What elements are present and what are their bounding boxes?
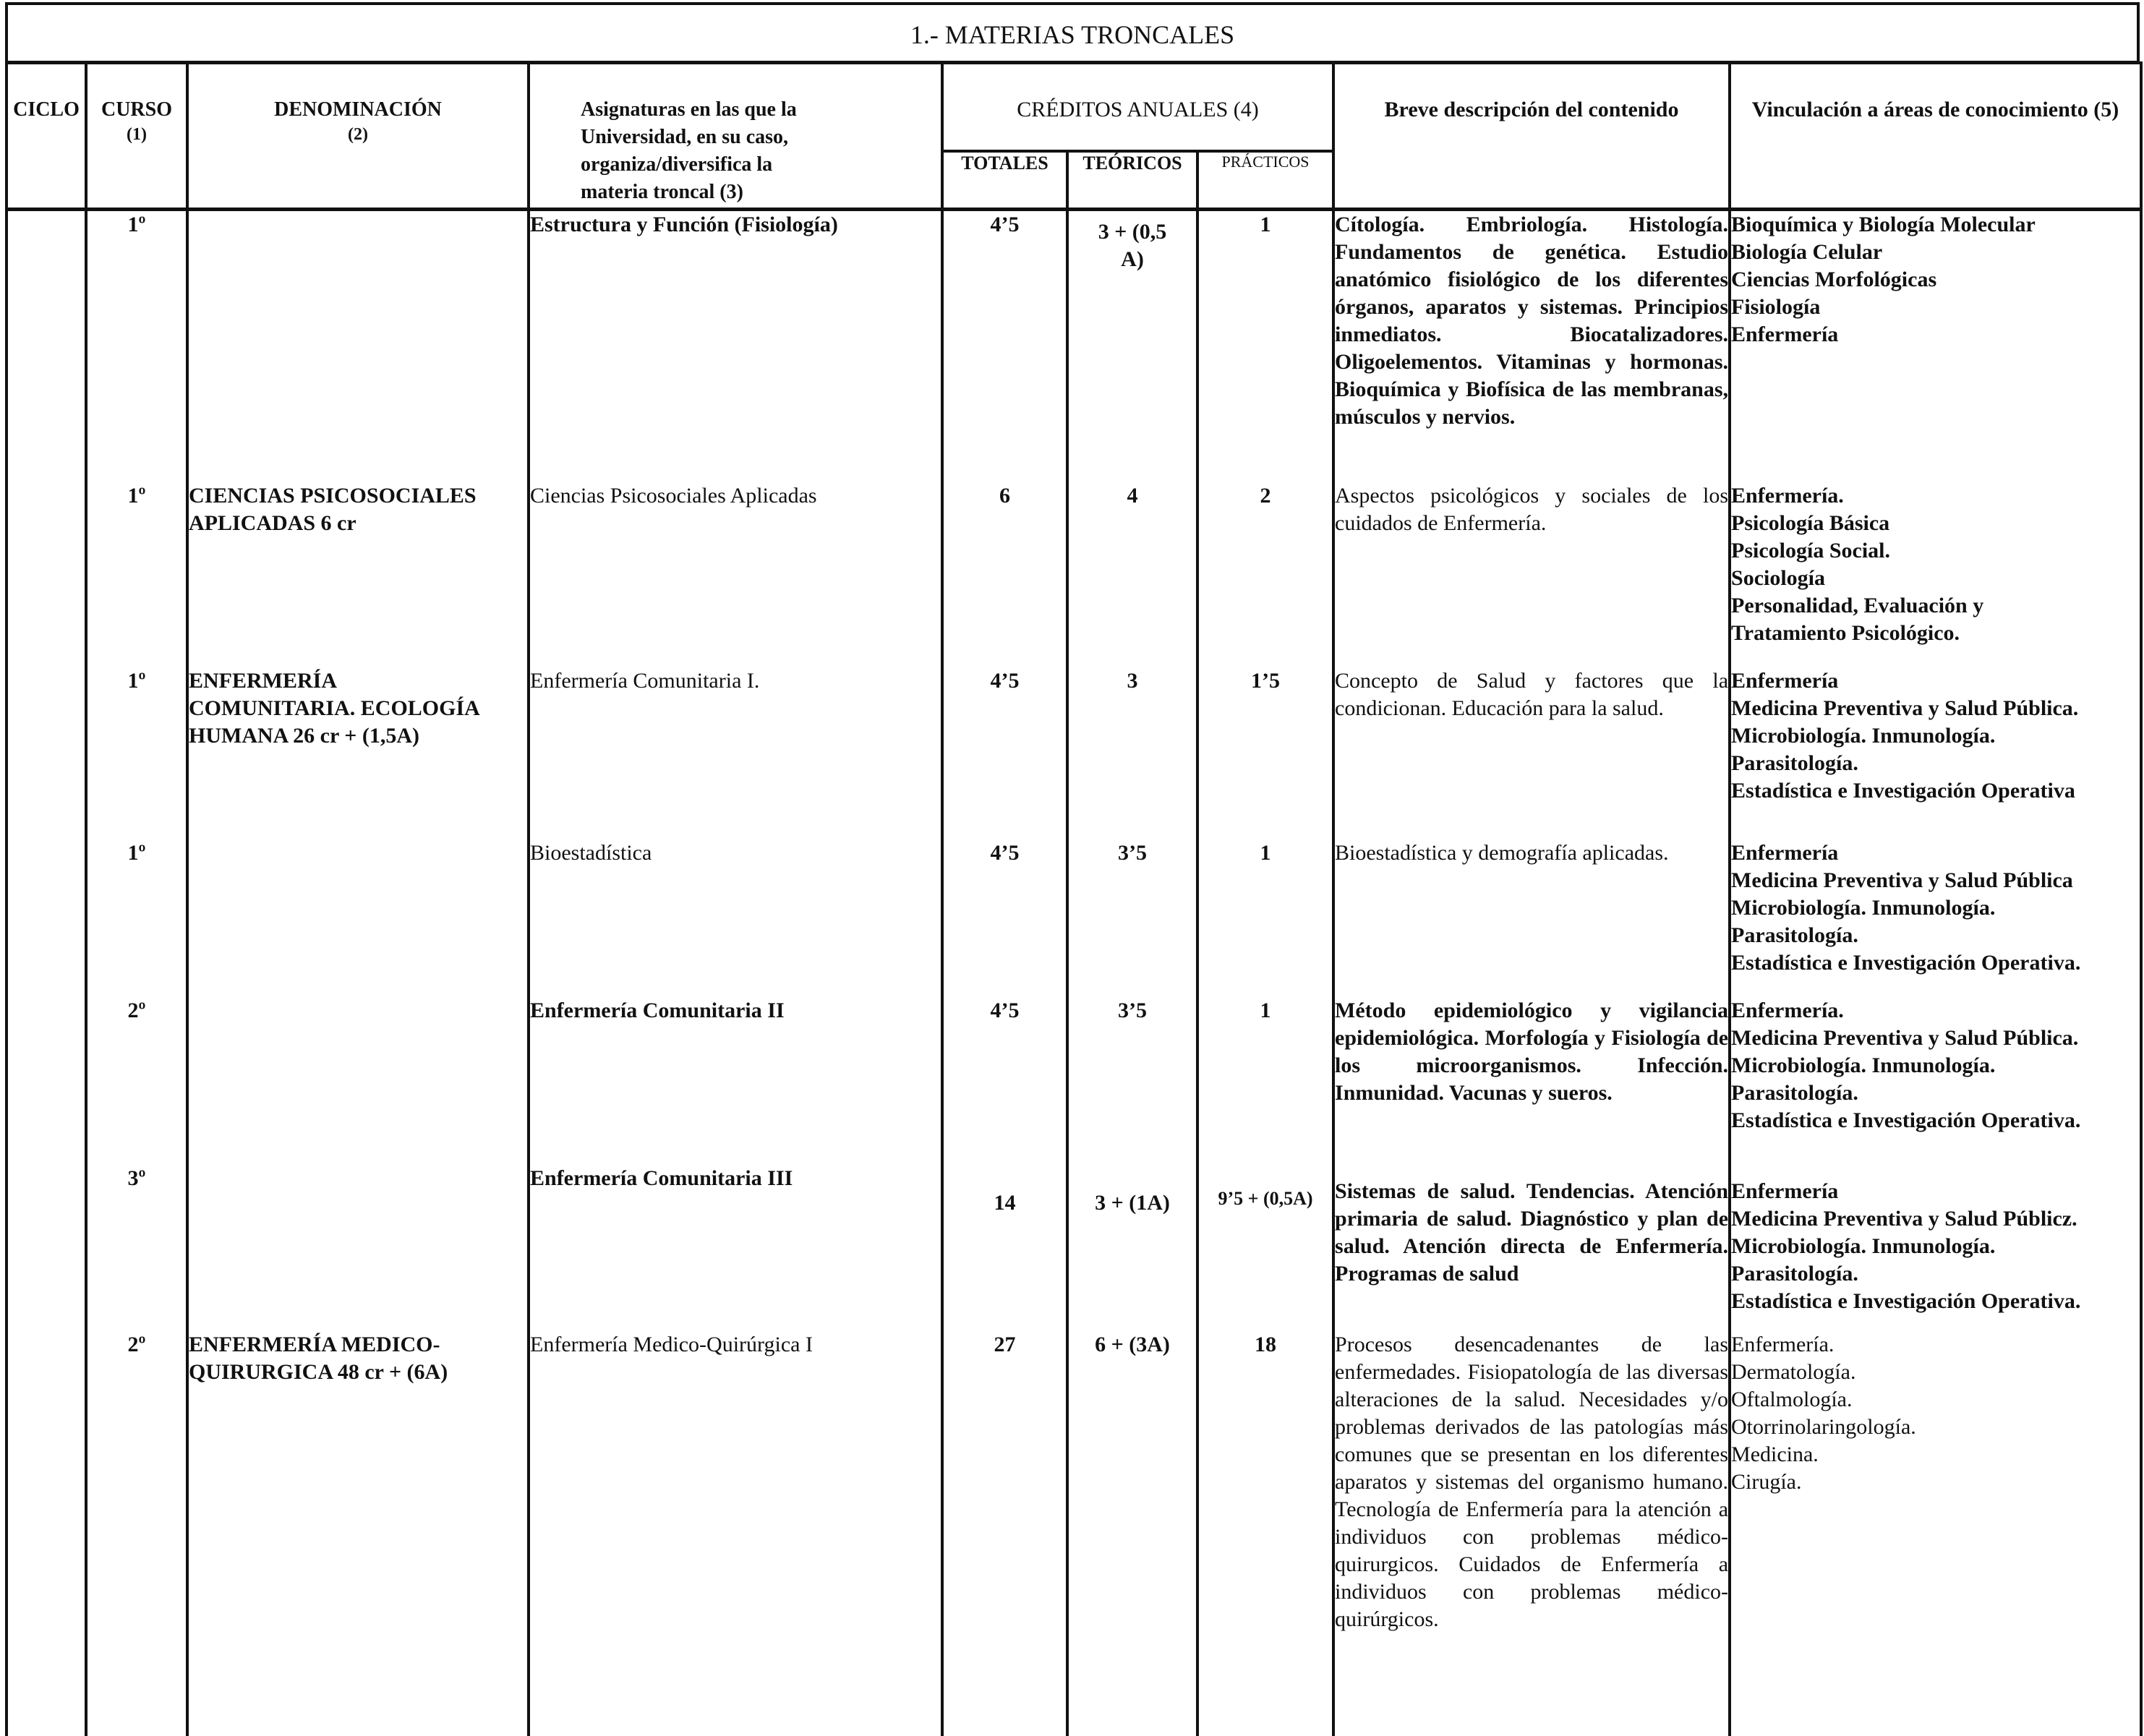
cell-asignatura: Enfermería Medico-Quirúrgica I (529, 1331, 942, 1736)
vinculacion-item: Cirugía. (1731, 1470, 1802, 1494)
vinculacion-item: Biología Celular (1731, 239, 1883, 264)
cell-teoricos: 3 + (0,5 A) (1067, 209, 1197, 482)
vinculacion-item: Parasitología. (1731, 751, 1858, 775)
cell-practicos: 2 (1197, 482, 1333, 667)
cell-practicos: 1 (1197, 209, 1333, 482)
cell-practicos: 1’5 (1197, 667, 1333, 839)
table-header (7, 63, 2141, 209)
cell-totales: 4’5 (942, 667, 1067, 839)
cell-totales: 14 (942, 1165, 1067, 1331)
table-row (7, 482, 2141, 667)
header-descripcion (1333, 63, 1730, 209)
cell-ciclo (7, 667, 86, 839)
vinculacion-item: Personalidad, Evaluación y (1731, 594, 1984, 617)
cell-teoricos: 3’5 (1067, 997, 1197, 1165)
cell-curso: 1º (86, 209, 187, 482)
vinculacion-item: Estadística e Investigación Operativa. (1731, 951, 2081, 975)
vinculacion-item: Estadística e Investigación Operativa (1731, 779, 2075, 803)
cell-practicos: 1 (1197, 997, 1333, 1165)
vinculacion-item: Microbiología. Inmunología. (1731, 896, 1996, 920)
cell-ciclo (7, 1165, 86, 1331)
header-descripcion-label: Breve descripción del contenido (1384, 98, 1679, 121)
cell-descripcion: Método epidemiológico y vigilancia epidemiológica. Morfología y Fisiología de los microorganismos. Infección. Inmunidad. Vacunas y sueros. (1333, 997, 1730, 1165)
cell-teoricos: 4 (1067, 482, 1197, 667)
cell-denominacion: ENFERMERÍA COMUNITARIA. ECOLOGÍA HUMANA 26 cr + (1,5A) (187, 667, 529, 839)
cell-totales: 27 (942, 1331, 1067, 1736)
header-denominacion-note: (2) (348, 125, 368, 144)
vinculacion-item: Dermatología. (1731, 1360, 1856, 1384)
cell-practicos: 18 (1197, 1331, 1333, 1736)
cell-teoricos: 3’5 (1067, 839, 1197, 997)
cell-curso: 1º (86, 667, 187, 839)
vinculacion-item: Medicina Preventiva y Salud Pública. (1731, 1026, 2079, 1050)
cell-denominacion (187, 209, 529, 482)
vinculacion-item: Medicina Preventiva y Salud Pública (1731, 868, 2073, 892)
vinculacion-item: Ciencias Morfológicas (1731, 267, 1937, 291)
vinculacion-item: Parasitología. (1731, 1081, 1858, 1105)
table-row (7, 667, 2141, 839)
vinculacion-item: Psicología Básica (1731, 511, 1890, 535)
vinculacion-item: Oftalmología. (1731, 1387, 1853, 1411)
cell-totales: 6 (942, 482, 1067, 667)
vinculacion-item: Medicina Preventiva y Salud Públicz. (1731, 1207, 2077, 1231)
cell-vinculacion (1730, 482, 2141, 667)
vinculacion-item: Parasitología. (1731, 1262, 1858, 1286)
table-row (7, 209, 2141, 482)
vinculacion-item: Enfermería (1731, 322, 1839, 346)
cell-asignatura: Ciencias Psicosociales Aplicadas (529, 482, 942, 667)
cell-curso: 3º (86, 1165, 187, 1331)
cell-descripcion: Cítología. Embriología. Histología. Fundamentos de genética. Estudio anatómico fisiológico de los diferentes órganos, aparatos y sistemas. Principios inmediatos. Biocatalizadores. Oligoelementos. Vitaminas y hormonas. Bioquímica y Biofísica de las membranas, músculos y nervios. (1333, 209, 1730, 482)
header-asignaturas-label: Asignaturas en las que la Universidad, en su caso, organiza/diversifica la materia troncal (3) (581, 98, 797, 203)
cell-descripcion: Sistemas de salud. Tendencias. Atención primaria de salud. Diagnóstico y plan de salud. Atención directa de Enfermería. Programas de salud (1333, 1165, 1730, 1331)
cell-totales: 4’5 (942, 209, 1067, 482)
cell-curso: 2º (86, 1331, 187, 1736)
header-curso-note: (1) (127, 125, 147, 144)
materias-troncales-table (5, 61, 2143, 1736)
vinculacion-item: Estadística e Investigación Operativa. (1731, 1108, 2081, 1132)
header-denominacion-label: DENOMINACIÓN (274, 98, 442, 121)
header-creditos (942, 63, 1333, 151)
cell-descripcion: Procesos desencadenantes de las enfermedades. Fisiopatología de las diversas alteraciones de la salud. Necesidades y/o problemas derivados de las patologías más comunes que se presentan en los diferentes aparatos y sistemas del organismo humano. Tecnología de Enfermería para la atención a individuos con problemas médico-quirurgicos. Cuidados de Enfermería a individuos con problemas médico-quirúrgicos. (1333, 1331, 1730, 1736)
vinculacion-item: Tratamiento Psicológico. (1731, 621, 1960, 645)
header-curso (86, 63, 187, 209)
cell-curso: 1º (86, 482, 187, 667)
table-body (7, 209, 2141, 1736)
cell-descripcion: Concepto de Salud y factores que la condicionan. Educación para la salud. (1333, 667, 1730, 839)
header-creditos-label: CRÉDITOS ANUALES (4) (1017, 98, 1259, 121)
cell-descripcion: Bioestadística y demografía aplicadas. (1333, 839, 1730, 997)
vinculacion-item: Enfermería (1731, 841, 1839, 865)
vinculacion-item: Enfermería. (1731, 484, 1844, 508)
cell-denominacion (187, 997, 529, 1165)
cell-vinculacion (1730, 667, 2141, 839)
cell-asignatura: Enfermería Comunitaria II (529, 997, 942, 1165)
cell-totales: 4’5 (942, 997, 1067, 1165)
cell-asignatura: Enfermería Comunitaria III (529, 1165, 942, 1331)
header-curso-label: CURSO (101, 98, 172, 121)
page-title: 1.- MATERIAS TRONCALES (5, 2, 2140, 64)
cell-curso: 1º (86, 839, 187, 997)
cell-asignatura: Enfermería Comunitaria I. (529, 667, 942, 839)
cell-practicos: 9’5 + (0,5A) (1197, 1165, 1333, 1331)
cell-denominacion: CIENCIAS PSICOSOCIALES APLICADAS 6 cr (187, 482, 529, 667)
cell-ciclo (7, 209, 86, 482)
header-teoricos: TEÓRICOS (1067, 151, 1197, 209)
header-ciclo (7, 63, 86, 209)
cell-descripcion: Aspectos psicológicos y sociales de los cuidados de Enfermería. (1333, 482, 1730, 667)
header-denominacion (187, 63, 529, 209)
cell-asignatura: Bioestadística (529, 839, 942, 997)
cell-teoricos: 3 + (1A) (1067, 1165, 1197, 1331)
cell-ciclo (7, 482, 86, 667)
vinculacion-item: Medicina. (1731, 1442, 1819, 1466)
vinculacion-item: Sociología (1731, 566, 1826, 590)
cell-totales: 4’5 (942, 839, 1067, 997)
header-vinculacion (1730, 63, 2141, 209)
cell-asignatura: Estructura y Función (Fisiología) (529, 209, 942, 482)
vinculacion-item: Medicina Preventiva y Salud Pública. (1731, 696, 2079, 720)
vinculacion-item: Microbiología. Inmunología. (1731, 1053, 1996, 1077)
vinculacion-item: Enfermería. (1731, 1333, 1835, 1356)
cell-vinculacion (1730, 997, 2141, 1165)
table-row (7, 1331, 2141, 1736)
cell-vinculacion (1730, 1165, 2141, 1331)
header-vinculacion-label: Vinculación a áreas de conocimiento (5) (1751, 98, 2119, 121)
vinculacion-item: Estadística e Investigación Operativa. (1731, 1289, 2081, 1313)
cell-teoricos: 3 (1067, 667, 1197, 839)
cell-denominacion: ENFERMERÍA MEDICO-QUIRURGICA 48 cr + (6A) (187, 1331, 529, 1736)
vinculacion-item: Microbiología. Inmunología. (1731, 724, 1996, 748)
vinculacion-item: Bioquímica y Biología Molecular (1731, 212, 2036, 236)
vinculacion-item: Enfermería (1731, 669, 1839, 693)
cell-vinculacion (1730, 839, 2141, 997)
cell-practicos: 1 (1197, 839, 1333, 997)
vinculacion-item: Otorrinolaringología. (1731, 1415, 1916, 1439)
vinculacion-item: Parasitología. (1731, 923, 1858, 947)
vinculacion-item: Microbiología. Inmunología. (1731, 1234, 1996, 1258)
vinculacion-item: Enfermería. (1731, 999, 1844, 1022)
table-row (7, 1165, 2141, 1331)
vinculacion-item: Enfermería (1731, 1179, 1839, 1203)
cell-curso: 2º (86, 997, 187, 1165)
header-ciclo-label: CICLO (13, 98, 80, 121)
header-asignaturas (529, 63, 942, 209)
cell-ciclo (7, 1331, 86, 1736)
cell-ciclo (7, 997, 86, 1165)
header-practicos: PRÁCTICOS (1197, 151, 1333, 209)
cell-denominacion (187, 839, 529, 997)
vinculacion-item: Psicología Social. (1731, 539, 1891, 563)
vinculacion-item: Fisiología (1731, 294, 1821, 319)
cell-vinculacion (1730, 1331, 2141, 1736)
cell-denominacion (187, 1165, 529, 1331)
header-totales: TOTALES (942, 151, 1067, 209)
cell-ciclo (7, 839, 86, 997)
table-row (7, 839, 2141, 997)
cell-teoricos: 6 + (3A) (1067, 1331, 1197, 1736)
table-row (7, 997, 2141, 1165)
cell-vinculacion (1730, 209, 2141, 482)
